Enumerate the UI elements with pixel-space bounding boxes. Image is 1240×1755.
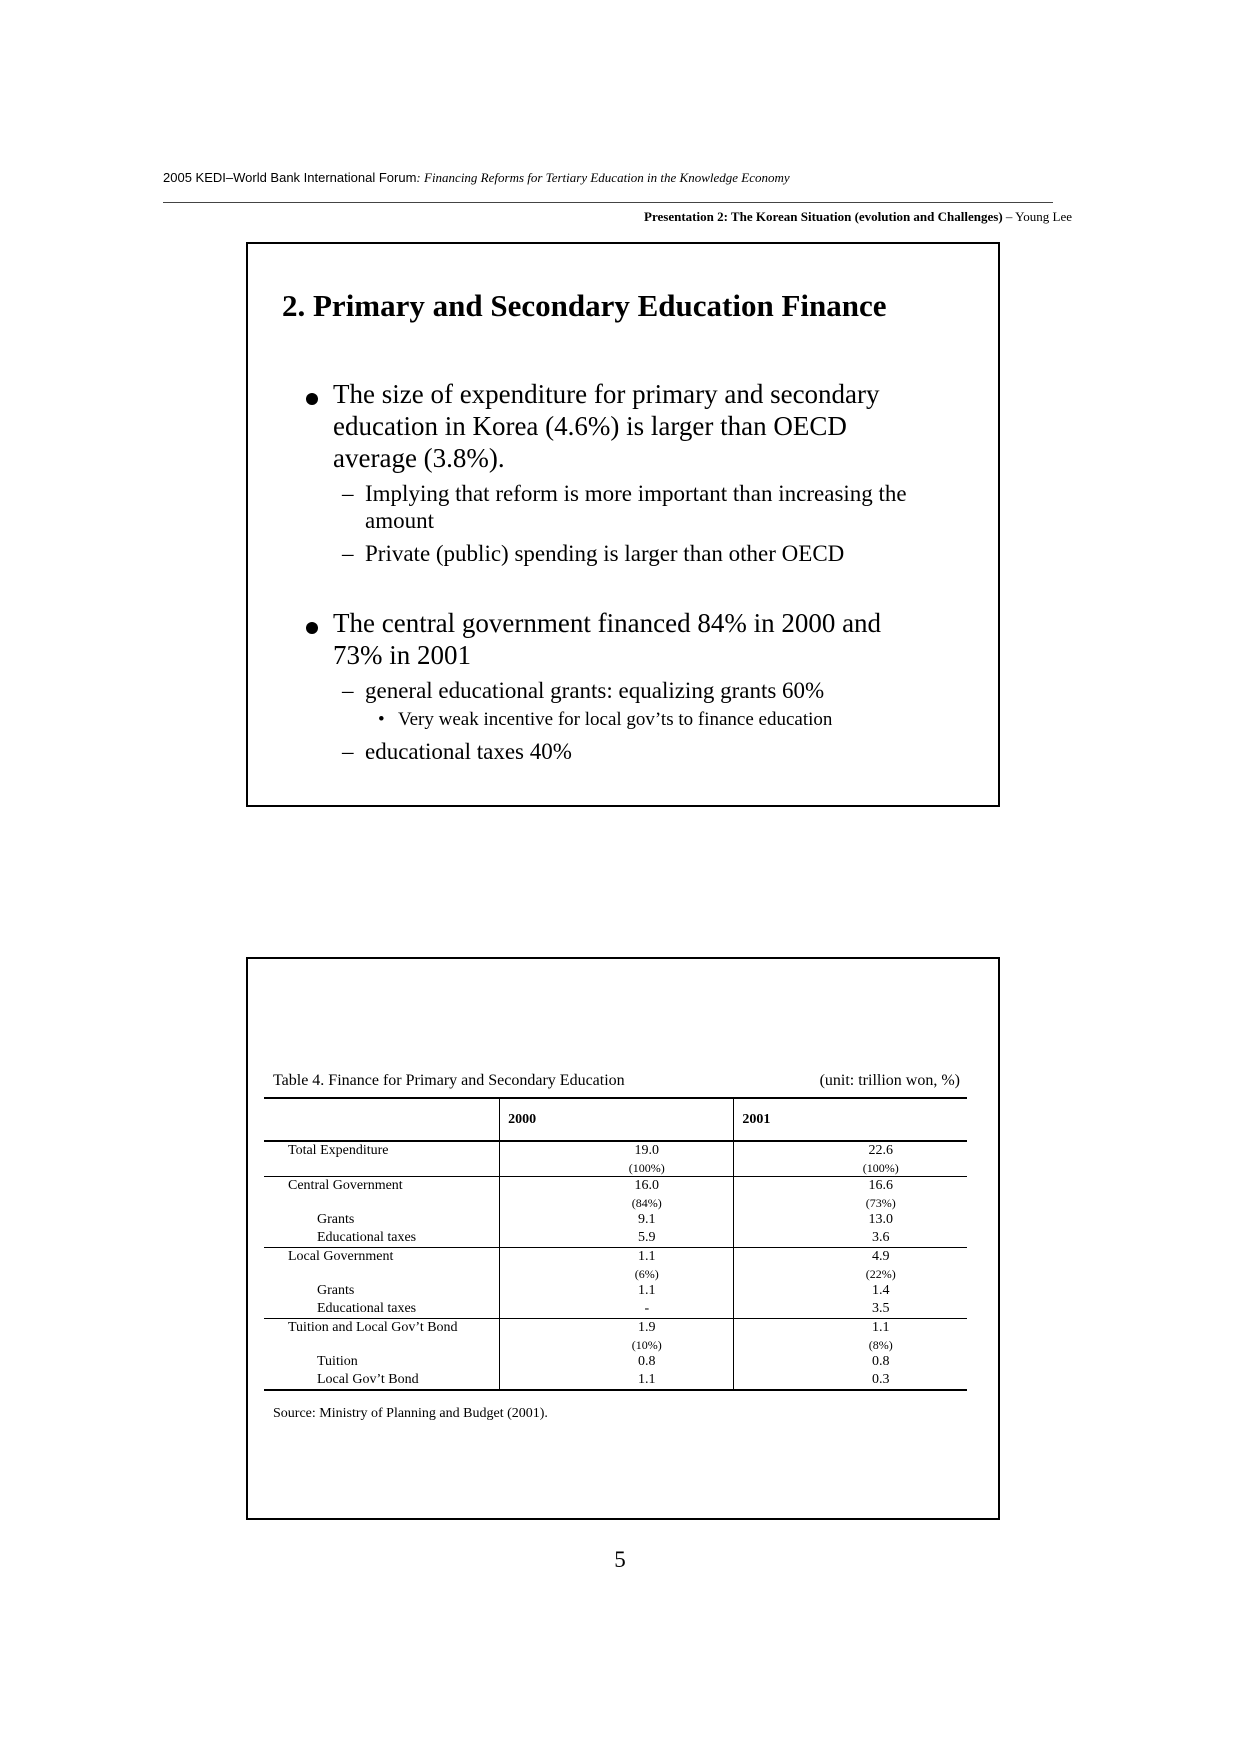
cell-2000: 1.1 — [500, 1282, 734, 1300]
dash-icon: – — [342, 481, 354, 506]
table-row — [264, 1300, 967, 1319]
sub-bullet-2-1: general educational grants: equalizing grants 60% — [365, 678, 825, 703]
bullet-dot-icon — [306, 393, 318, 405]
sub-bullet-2-2: educational taxes 40% — [365, 739, 572, 764]
bullet-1-line-1: The size of expenditure for primary and secondary — [333, 379, 880, 409]
percent: (100%) — [628, 1161, 665, 1175]
cell-2001: 0.3 — [734, 1371, 967, 1390]
cell-2001 — [734, 1141, 967, 1177]
table-row — [264, 1282, 967, 1300]
row-label: Grants — [317, 1212, 355, 1227]
value: 1.1 — [638, 1249, 656, 1264]
table-row — [264, 1353, 967, 1371]
percent: (8%) — [868, 1338, 893, 1352]
table-row — [264, 1211, 967, 1229]
dash-icon: – — [342, 678, 354, 703]
small-bullet-icon: • — [378, 709, 385, 730]
header-blank — [264, 1098, 500, 1141]
cell-2001 — [734, 1177, 967, 1212]
table-source: Source: Ministry of Planning and Budget (2001). — [273, 1406, 548, 1421]
value: 22.6 — [868, 1143, 893, 1158]
row-label: Educational taxes — [317, 1230, 417, 1245]
table-row — [264, 1371, 967, 1390]
row-label: Central Government — [264, 1177, 500, 1212]
header-rule — [163, 202, 1053, 203]
header-2000: 2000 — [500, 1098, 734, 1141]
presentation-author: – Young Lee — [1002, 209, 1072, 224]
presentation-title: Presentation 2: The Korean Situation (evolution and Challenges) — [644, 209, 1003, 224]
cell-2001 — [734, 1248, 967, 1283]
percent: (10%) — [631, 1338, 662, 1352]
presentation-line — [644, 209, 1072, 225]
cell-2001: 3.6 — [734, 1229, 967, 1248]
cell-2000: - — [500, 1300, 734, 1319]
row-label: Grants — [317, 1283, 355, 1298]
sub-bullet-1-1-line-1: Implying that reform is more important than increasing the — [365, 481, 907, 506]
row-label: Educational taxes — [317, 1301, 417, 1316]
value: 1.1 — [871, 1320, 890, 1335]
slide-title: 2. Primary and Secondary Education Finance — [282, 288, 887, 323]
header-2001: 2001 — [734, 1098, 967, 1141]
cell-2000 — [500, 1319, 734, 1354]
percent: (22%) — [865, 1267, 896, 1281]
cell-2000: 0.8 — [500, 1353, 734, 1371]
page-number: 5 — [614, 1547, 626, 1572]
percent: (84%) — [631, 1196, 662, 1210]
percent: (6%) — [634, 1267, 659, 1281]
cell-2001: 1.4 — [734, 1282, 967, 1300]
percent: (73%) — [865, 1196, 896, 1210]
table-row — [264, 1229, 967, 1248]
running-header — [163, 170, 790, 186]
sub-sub-bullet-2-1-1: Very weak incentive for local gov’ts to finance education — [398, 709, 833, 730]
value: 19.0 — [634, 1143, 660, 1158]
bullet-1-line-3: average (3.8%). — [333, 443, 505, 473]
cell-2001: 0.8 — [734, 1353, 967, 1371]
sub-bullet-1-1-line-2: amount — [365, 508, 434, 533]
cell-2000 — [500, 1248, 734, 1283]
row-label: Total Expenditure — [288, 1143, 389, 1158]
row-label: Local Gov’t Bond — [264, 1371, 500, 1390]
table-header-row — [264, 1098, 967, 1141]
forum-separator: : — [416, 170, 424, 185]
bullet-1-line-2: education in Korea (4.6%) is larger than OECD — [333, 411, 847, 441]
cell-2000: 5.9 — [500, 1229, 734, 1248]
table-row — [264, 1248, 967, 1283]
cell-2000: 1.1 — [500, 1371, 734, 1390]
table-row — [264, 1141, 967, 1177]
table-row — [264, 1319, 967, 1354]
bullet-dot-icon — [306, 622, 318, 634]
percent: (100%) — [862, 1161, 899, 1175]
cell-2001: 13.0 — [734, 1211, 967, 1229]
table-caption: Table 4. Finance for Primary and Secondary Education — [273, 1072, 625, 1089]
cell-2000 — [500, 1177, 734, 1212]
value: 4.9 — [871, 1249, 890, 1264]
cell-2001 — [734, 1319, 967, 1354]
row-label: Tuition and Local Gov’t Bond — [264, 1319, 500, 1354]
value: 16.0 — [634, 1178, 660, 1193]
table-unit: (unit: trillion won, %) — [819, 1072, 960, 1089]
dash-icon: – — [342, 739, 354, 764]
finance-table — [264, 1097, 967, 1391]
sub-bullet-1-2: Private (public) spending is larger than other OECD — [365, 541, 845, 566]
dash-icon: – — [342, 541, 354, 566]
forum-subtitle: Financing Reforms for Tertiary Education in the Knowledge Economy — [424, 170, 790, 185]
cell-2000 — [500, 1141, 734, 1177]
bullet-2-line-1: The central government financed 84% in 2000 and — [333, 608, 882, 638]
row-label: Tuition — [317, 1354, 358, 1369]
table-row — [264, 1177, 967, 1212]
value: 1.9 — [638, 1320, 656, 1335]
row-label: Local Government — [264, 1248, 500, 1283]
cell-2000: 9.1 — [500, 1211, 734, 1229]
bullet-2-line-2: 73% in 2001 — [333, 640, 471, 670]
value: 16.6 — [868, 1178, 893, 1193]
cell-2001: 3.5 — [734, 1300, 967, 1319]
forum-name: 2005 KEDI–World Bank International Forum — [163, 170, 417, 185]
